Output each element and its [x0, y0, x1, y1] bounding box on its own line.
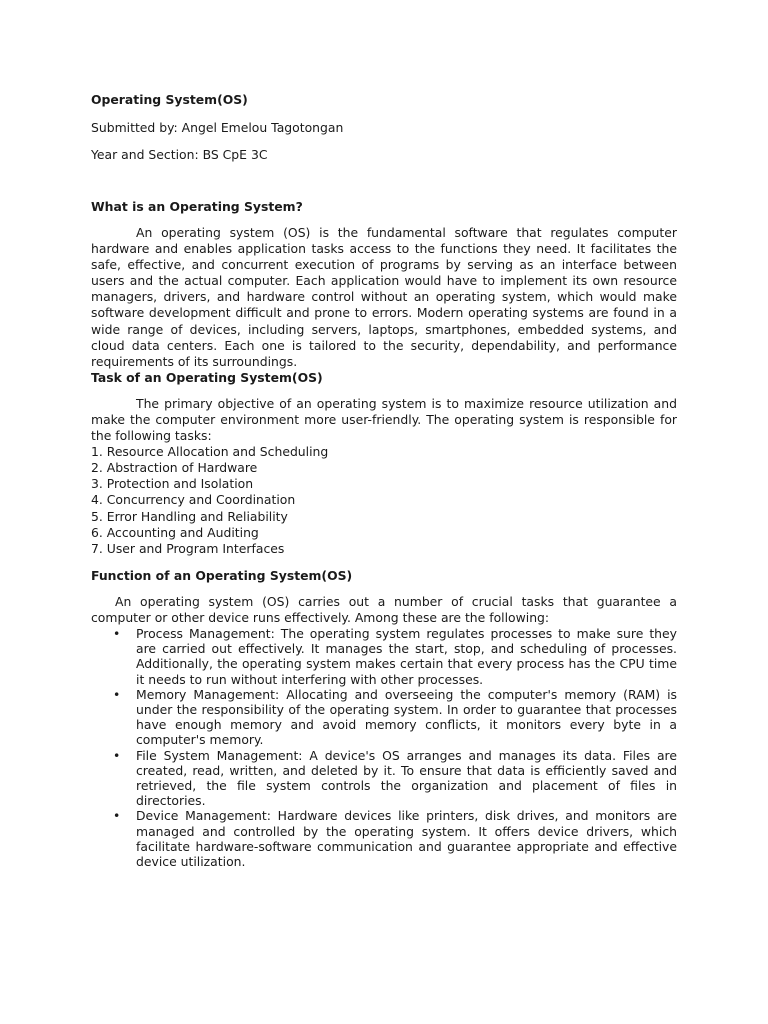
function-item-text: Device Management: Hardware devices like printers, disk drives, and monitors are managed and controlled by the operating system. It offers device drivers, which facilitate hardware-software communication and guarantee appropriate and effective device utilization. — [136, 808, 677, 870]
function-item — [91, 626, 677, 687]
section-heading-what-is-os: What is an Operating System? — [91, 199, 303, 214]
bullet-icon: • — [113, 686, 121, 702]
bullet-icon: • — [113, 625, 121, 641]
function-list — [91, 626, 677, 869]
section-heading-functions: Function of an Operating System(OS) — [91, 567, 353, 583]
bullet-icon: • — [113, 808, 121, 824]
function-item — [91, 808, 677, 869]
function-item-text: Memory Management: Allocating and overseeing the computer's memory (RAM) is under the responsibility of the operating system. In order to guarantee that processes have enough memory and avoid memory conflicts, it monitors every byte in a computer's memory. — [136, 686, 677, 748]
function-item — [91, 687, 677, 748]
task-item: 6. Accounting and Auditing — [91, 524, 259, 540]
task-item: 7. User and Program Interfaces — [91, 540, 285, 556]
section-heading-tasks: Task of an Operating System(OS) — [91, 369, 323, 385]
function-item — [91, 748, 677, 809]
task-item: 2. Abstraction of Hardware — [91, 460, 258, 476]
task-item: 4. Concurrency and Coordination — [91, 492, 296, 508]
bullet-icon: • — [113, 747, 121, 763]
section-paragraph-what-is-os: An operating system (OS) is the fundamental software that regulates computer hardware and enables application tasks access to the functions they need. It facilitates the safe, effective, and concurrent execution of programs by serving as an interface between users and the actual computer. Each application would have to implement its own resource managers, drivers, and hardware control without an operating system, which would make software development difficult and prone to errors. Modern operating systems are found in a wide range of devices, including servers, laptops, smartphones, embedded systems, and cloud data centers. Each one is tailored to the security, dependability, and performance requirements of its surroundings. — [91, 225, 677, 369]
task-item: 3. Protection and Isolation — [91, 476, 254, 492]
task-item: 1. Resource Allocation and Scheduling — [91, 444, 329, 460]
function-item-text: File System Management: A device's OS arranges and manages its data. Files are created, read, written, and deleted by it. To ensure that data is efficiently saved and retrieved, the file system controls the organization and placement of files in directories. — [136, 747, 677, 809]
submitted-by: Submitted by: Angel Emelou Tagotongan — [91, 120, 344, 135]
section-paragraph-tasks: The primary objective of an operating system is to maximize resource utilization and make the computer environment more user-friendly. The operating system is responsible for the following tasks: — [91, 395, 677, 444]
section-paragraph-functions: An operating system (OS) carries out a number of crucial tasks that guarantee a computer or other device runs effectively. Among these are the following: — [91, 593, 677, 625]
document-page — [91, 92, 677, 869]
task-item: 5. Error Handling and Reliability — [91, 508, 288, 524]
task-list — [91, 444, 677, 557]
year-section: Year and Section: BS CpE 3C — [91, 147, 268, 162]
function-item-text: Process Management: The operating system regulates processes to make sure they are carried out effectively. It manages the start, stop, and scheduling of processes. Additionally, the operating system makes certain that every process has the CPU time it needs to run without interfering with other processes. — [136, 625, 677, 687]
document-title: Operating System(OS) — [91, 92, 248, 107]
